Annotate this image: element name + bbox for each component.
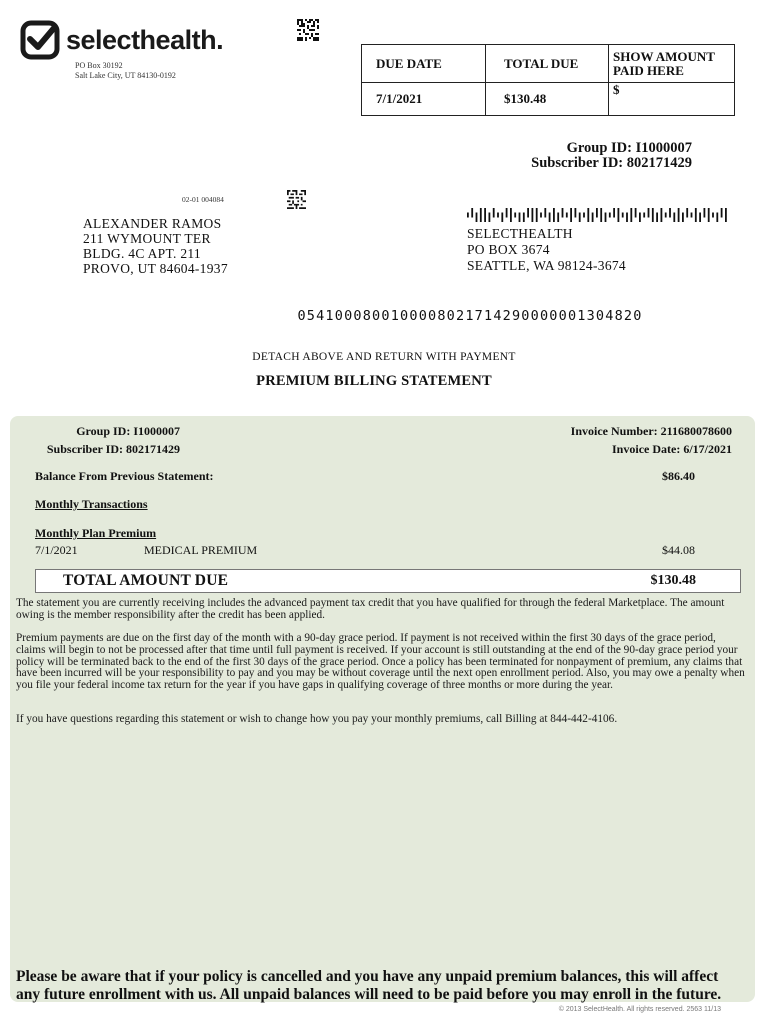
postal-barcode-icon xyxy=(467,208,737,222)
recipient-line3: PROVO, UT 84604-1937 xyxy=(83,261,228,276)
stub-subscriber-id: Subscriber ID: 802171429 xyxy=(531,155,692,171)
statement-subscriber-id: Subscriber ID: 802171429 xyxy=(46,442,180,456)
payment-stub-table xyxy=(361,44,735,116)
invoice-number: Invoice Number: 211680078600 xyxy=(570,424,732,438)
monthly-transactions-heading: Monthly Transactions xyxy=(35,497,148,511)
statement-panel xyxy=(10,416,755,1002)
qr-code-top-icon xyxy=(297,19,319,41)
total-due-header: TOTAL DUE xyxy=(486,45,609,83)
tax-credit-paragraph: The statement you are currently receiving includes the advanced payment tax credit that you have qualified for through the federal Marketplace. The amount owing is the member responsibility after the credit has been applied. xyxy=(16,597,725,621)
due-date-header: DUE DATE xyxy=(362,45,486,83)
selecthealth-logo xyxy=(20,20,223,60)
grace-period-paragraph: Premium payments are due on the first day of the month with a 90-day grace period. If payment is not received within the first 30 days of the grace period, claims will begin to not be processed after that time until full payment is received. If your account is still outstanding at the end of the 90-day grace period your policy will be terminated back to the end of the first 30 days of the grace period. Once a policy has been terminated for nonpayment of premium, any claims that have been incurred will be your responsibility to pay and you may be without coverage until the next open enrollment period. Also, you may owe a penalty when you file your federal income tax return for the year if you have gaps in qualifying coverage of three months or more during the year. xyxy=(16,632,745,692)
total-amount-due-box xyxy=(35,569,741,593)
recipient-line2: BLDG. 4C APT. 211 xyxy=(83,246,201,261)
invoice-date: Invoice Date: 6/17/2021 xyxy=(612,442,732,456)
statement-title: PREMIUM BILLING STATEMENT xyxy=(256,373,492,389)
line-item-date: 7/1/2021 xyxy=(35,543,78,557)
balance-value: $86.40 xyxy=(662,469,695,483)
return-address-line1: PO Box 30192 xyxy=(75,61,123,70)
due-date-value: 7/1/2021 xyxy=(362,83,486,116)
qr-code-middle-icon xyxy=(287,190,306,209)
recipient-line1: 211 WYMOUNT TER xyxy=(83,231,211,246)
stub-group-id: Group ID: I1000007 xyxy=(566,140,692,156)
line-item-description: MEDICAL PREMIUM xyxy=(144,543,258,557)
invoice-info xyxy=(571,422,732,458)
remit-name: SELECTHEALTH xyxy=(467,226,573,241)
brand-name: selecthealth. xyxy=(66,24,224,55)
cancellation-warning: Please be aware that if your policy is cancelled and you have any unpaid premium balances, this will affect any future enrollment with us. All unpaid balances will need to be paid before you may enroll in the future. xyxy=(16,968,722,1003)
return-address-line2: Salt Lake City, UT 84130-0192 xyxy=(75,71,176,80)
total-amount-due-value: $130.48 xyxy=(650,573,696,588)
checkmark-logo-icon xyxy=(20,20,60,60)
copyright-notice: © 2013 SelectHealth. All rights reserved. 2563 11/13 xyxy=(558,1006,721,1013)
statement-ids xyxy=(10,422,180,458)
detach-instruction: DETACH ABOVE AND RETURN WITH PAYMENT xyxy=(252,351,516,363)
remit-line2: SEATTLE, WA 98124-3674 xyxy=(467,258,626,273)
statement-group-id: Group ID: I1000007 xyxy=(76,424,180,438)
scan-code: 02-01 004084 xyxy=(182,195,224,204)
recipient-name: ALEXANDER RAMOS xyxy=(83,216,222,231)
monthly-plan-premium-heading: Monthly Plan Premium xyxy=(35,526,157,540)
contact-billing-paragraph: If you have questions regarding this statement or wish to change how you pay your monthly premiums, call Billing at 844-442-4106. xyxy=(16,713,618,725)
amount-paid-field: $ xyxy=(609,83,735,116)
line-item-amount: $44.08 xyxy=(662,543,695,557)
recipient-address xyxy=(83,216,228,276)
total-amount-due-label: TOTAL AMOUNT DUE xyxy=(63,572,229,589)
amount-paid-header: SHOW AMOUNT PAID HERE xyxy=(609,45,735,83)
ocr-scan-line: 0541000800100008021714290000001304820 xyxy=(297,308,643,324)
remit-address xyxy=(467,226,626,274)
balance-label: Balance From Previous Statement: xyxy=(35,469,214,483)
remit-line1: PO BOX 3674 xyxy=(467,242,550,257)
stub-ids xyxy=(531,141,692,171)
total-due-value: $130.48 xyxy=(486,83,609,116)
return-address xyxy=(75,61,176,81)
